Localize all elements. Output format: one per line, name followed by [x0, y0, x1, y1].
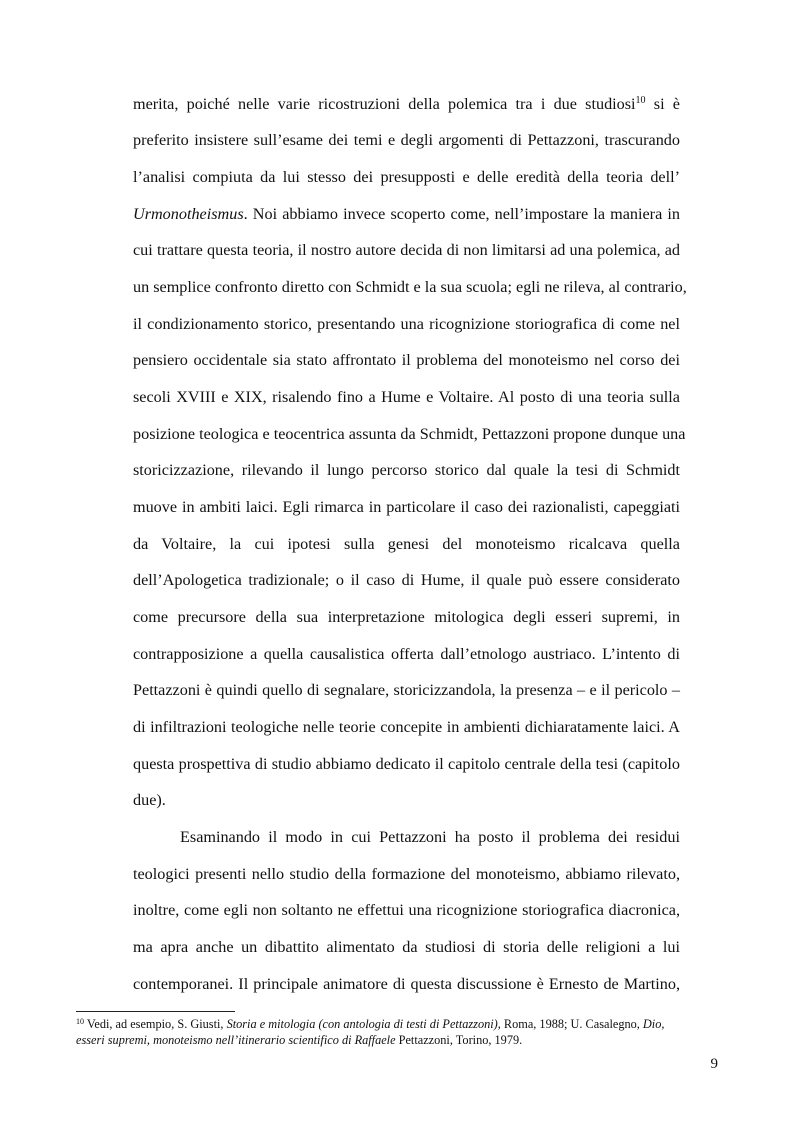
- paragraph-2-line-5: contemporanei. Il principale animatore di questa discussione è Ernesto de Martino,: [133, 975, 680, 993]
- body-line-15: come precursore della sua interpretazione mitologica degli esseri supremi, in: [133, 608, 680, 626]
- body-line-3: l’analisi compiuta da lui stesso dei presupposti e delle eredità della teoria dell’: [133, 168, 680, 186]
- body-line-6: un semplice confronto diretto con Schmidt e la sua scuola; egli ne rileva, al contrario,: [133, 278, 687, 296]
- body-line-16: contrapposizione a quella causalistica offerta dall’etnologo austriaco. L’intento di: [133, 645, 680, 663]
- body-line-1: merita, poiché nelle varie ricostruzioni della polemica tra i due studiosi$^{10}$ si è: [133, 95, 680, 113]
- page-number: 9: [710, 1056, 718, 1072]
- paragraph-2-line-4: ma apra anche un dibattito alimentato da studiosi di storia delle religioni a lui: [133, 938, 680, 956]
- body-line-11: storicizzazione, rilevando il lungo percorso storico dal quale la tesi di Schmidt: [133, 461, 680, 479]
- body-line-8: pensiero occidentale sia stato affrontato il problema del monoteismo nel corso dei: [133, 351, 680, 369]
- body-line-7: il condizionamento storico, presentando una ricognizione storiografica di come nel: [133, 315, 680, 333]
- body-line-9: secoli XVIII e XIX, risalendo fino a Hume e Voltaire. Al posto di una teoria sulla: [133, 388, 680, 406]
- paragraph-2-line-3: inoltre, come egli non soltanto ne effettui una ricognizione storiografica diacronica,: [133, 901, 680, 919]
- footnote-line-1: $^{10}$ Vedi, ad esempio, S. Giusti, Storia e mitologia (con antologia di testi di Pettazzoni), Roma, 1988; U. Casalegno, Dio,: [76, 1017, 665, 1031]
- body-line-10: posizione teologica e teocentrica assunta da Schmidt, Pettazzoni propone dunque una: [133, 425, 686, 443]
- paragraph-2-line-2: teologici presenti nello studio della formazione del monoteismo, abbiamo rilevato,: [133, 865, 680, 883]
- footnote-separator: [76, 1011, 235, 1012]
- body-line-18: di infiltrazioni teologiche nelle teorie concepite in ambienti dichiaratamente laici. A: [133, 718, 680, 736]
- body-line-2: preferito insistere sull’esame dei temi e degli argomenti di Pettazzoni, trascurando: [133, 131, 680, 149]
- body-line-5: cui trattare questa teoria, il nostro autore decida di non limitarsi ad una polemica, ad: [133, 241, 680, 259]
- body-line-13: da Voltaire, la cui ipotesi sulla genesi del monoteismo ricalcava quella: [133, 535, 680, 553]
- footnote-reference-10[interactable]: 10: [635, 95, 646, 106]
- paragraph-2-line-1: Esaminando il modo in cui Pettazzoni ha posto il problema dei residui: [180, 828, 680, 846]
- body-line-19: questa prospettiva di studio abbiamo dedicato il capitolo centrale della tesi (capitolo: [133, 755, 680, 773]
- body-line-20: due).: [133, 791, 166, 809]
- body-line-17: Pettazzoni è quindi quello di segnalare, storicizzandola, la presenza – e il pericolo –: [133, 681, 680, 699]
- body-line-14: dell’Apologetica tradizionale; o il caso di Hume, il quale può essere considerato: [133, 571, 680, 589]
- footnote-line-2: esseri supremi, monoteismo nell’itinerario scientifico di Raffaele Pettazzoni, Torino, 1979.: [76, 1033, 523, 1047]
- body-line-4: Urmonotheismus. Noi abbiamo invece scoperto come, nell’impostare la maniera in: [133, 205, 680, 223]
- body-line-12: muove in ambiti laici. Egli rimarca in particolare il caso dei razionalisti, capeggiati: [133, 498, 680, 516]
- footnote-number: 10: [76, 1017, 84, 1026]
